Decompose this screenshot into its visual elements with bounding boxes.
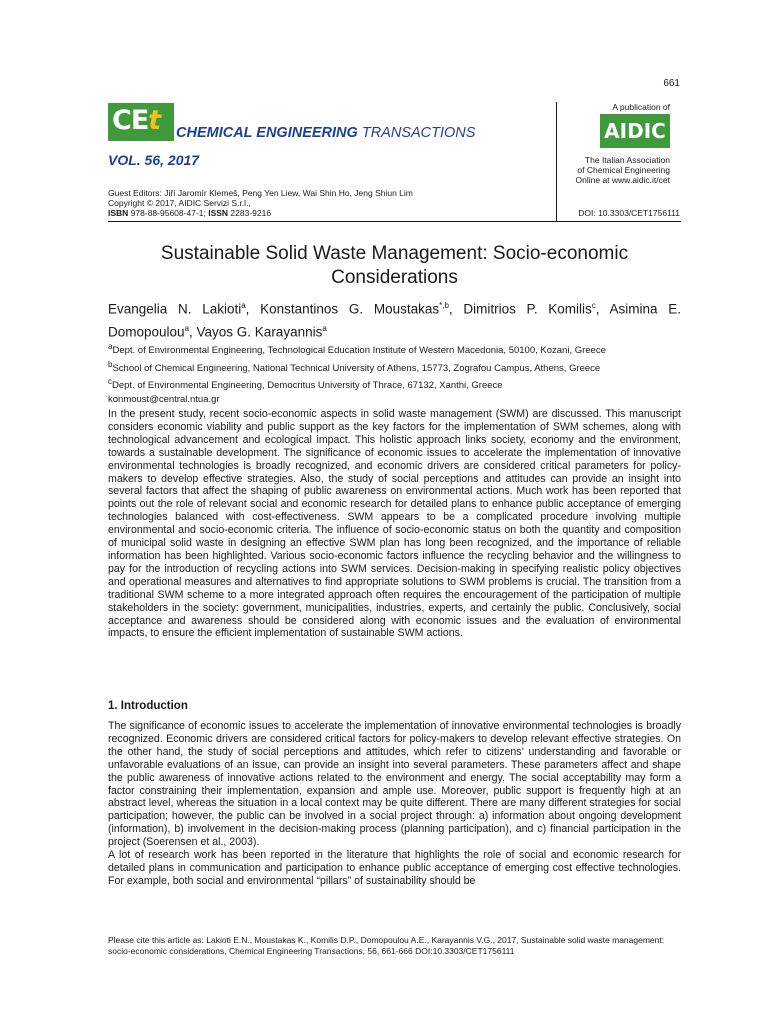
affiliation: $^a$Dept. of Environmental Engineering, Technological Education Institute of Western Macedonia, 50100, Kozani, Greece — [108, 342, 606, 357]
isbn-issn: ISBN 978-88-95608-47-1; ISSN 2283-9216 — [108, 208, 272, 218]
section-heading: 1. Introduction — [108, 700, 188, 712]
aidic-logo: AIDIC — [600, 114, 670, 148]
email: konmoust@central.ntua.gr — [108, 393, 220, 405]
copyright: Copyright © 2017, AIDIC Servizi S.r.l., — [108, 198, 251, 208]
page-number: 661 — [663, 78, 680, 89]
authors: Evangelia N. Lakioti$^a$, Konstantinos G. Moustakas$^{*,b}$, Dimitrios P. Komilis$^c$, Asimina E. Domopoulou$^a$, Vayos G. Karayannis$^a$ — [108, 301, 681, 339]
paper-title: Sustainable Solid Waste Management: Socio-economic Considerations — [160, 243, 629, 288]
paragraph: The significance of economic issues to accelerate the implementation of innovative environmental technologies is broadly recognized. Economic drivers are considered critical factors for policy-makers to develop relevant effective strategies. On the other hand, the study of social perceptions and attitudes, which refer to citizens’ understanding and favorable or unfavorable evaluations of an issue, can provide an insight into several parameters. These parameters affect and shape the public awareness of innovative actions related to the environment and energy. The social acceptability may form a factor constraining their implementation, expansion and ample use. Moreover, public support is frequently high at an abstract level, whereas the situation in a local context may be quite different. There are many different strategies for social participation; however, the public can be involved in a social project through: a) information about ongoing development (information), b) involvement in the decision-making process (planning participation), and c) financial participation in the project (Soerensen et al., 2003). — [108, 720, 681, 849]
paragraph: A lot of research work has been reported in the literature that highlights the role of social and economic research for detailed plans in communication and participation to enhance public acceptance of emerging cost effective technologies. For example, both social and environmental “pillars” of sustainability should be — [108, 849, 681, 887]
author: Evangelia N. Lakioti — [108, 301, 242, 317]
author: Dimitrios P. Komilis — [463, 301, 592, 317]
cet-logo: CEt — [108, 103, 174, 141]
guest-editors: Guest Editors: Jiří Jaromír Klemeš, Peng Yen Liew, Wai Shin Ho, Jeng Shiun Lim — [108, 188, 413, 198]
citation-footer: Please cite this article as: Lakioti E.N., Moustakas K., Komilis D.P., Domopoulou A.E., Karayannis V.G., 2017, Sustainable solid waste management: socio-economic considerations, Chemical Engineering Transactions, 56, 661-666 DOI:10.3303/CET1756111 — [108, 935, 665, 956]
introduction-body — [108, 720, 681, 888]
affiliations — [108, 340, 681, 406]
header-divider — [108, 221, 681, 222]
association-info: The Italian Association of Chemical Engineering Online at www.aidic.it/cet — [575, 155, 670, 185]
abstract: In the present study, recent socio-economic aspects in solid waste management (SWM) are discussed. This manuscript considers economic viability and public support as the key factors for the implementation of SWM schemes, along with technological advancement and ecological impact. This holistic approach links society, economy and the environment, towards a sustainable development. The significance of economic issues to accelerate the implementation of innovative environmental technologies is broadly recognized, and economic drivers are considered critical parameters for policy-makers to develop effective strategies. Also, the study of social perceptions and attitudes can provide an insight into several factors that affect the shaping of public awareness on environmental actions. Much work has been reported that points out the role of relevant social and economic research for detailed plans to enhance public acceptance of emerging technologies balanced with cost-effectiveness. SWM appears to be a complicated procedure involving multiple environmental and socio-economic criteria. The influence of socio-economic status on both the quantity and composition of municipal solid waste in designing an effective SWM plan has long been recognized, and the importance of reliable information has been highlighted. Various socio-economic factors influence the recycling behavior and the willingness to pay for the introduction of recycling actions into SWM services. Decision-making in specifying realistic policy objectives and operational measures and alternatives to find appropriate solutions to SWM problems is crucial. The transition from a traditional SWM scheme to a more integrated approach often requires the encouragement of the participation of multiple stakeholders in the society: government, municipalities, industries, experts, and certainly the public. Conclusively, social acceptance and awareness should be considered along with economic issues and the evaluation of environmental impacts, to ensure the efficient implementation of sustainable SWM actions. — [108, 408, 681, 640]
affiliation: $^b$School of Chemical Engineering, National Technical University of Athens, 15773, Zografou Campus, Athens, Greece — [108, 359, 601, 374]
editors-block — [108, 188, 538, 218]
author: Konstantinos G. Moustakas — [260, 301, 440, 317]
journal-name: CHEMICAL ENGINEERING TRANSACTIONS — [176, 125, 476, 141]
doi: DOI: 10.3303/CET1756111 — [578, 208, 680, 218]
affiliation: $^c$Dept. of Environmental Engineering, Democritus University of Thrace, 67132, Xanthi, Greece — [108, 377, 503, 392]
author: Asimina E. Domopoulou — [108, 301, 681, 339]
author: Vayos G. Karayannis — [196, 324, 323, 339]
volume: VOL. 56, 2017 — [108, 152, 200, 168]
publication-of: A publication of — [612, 102, 670, 112]
